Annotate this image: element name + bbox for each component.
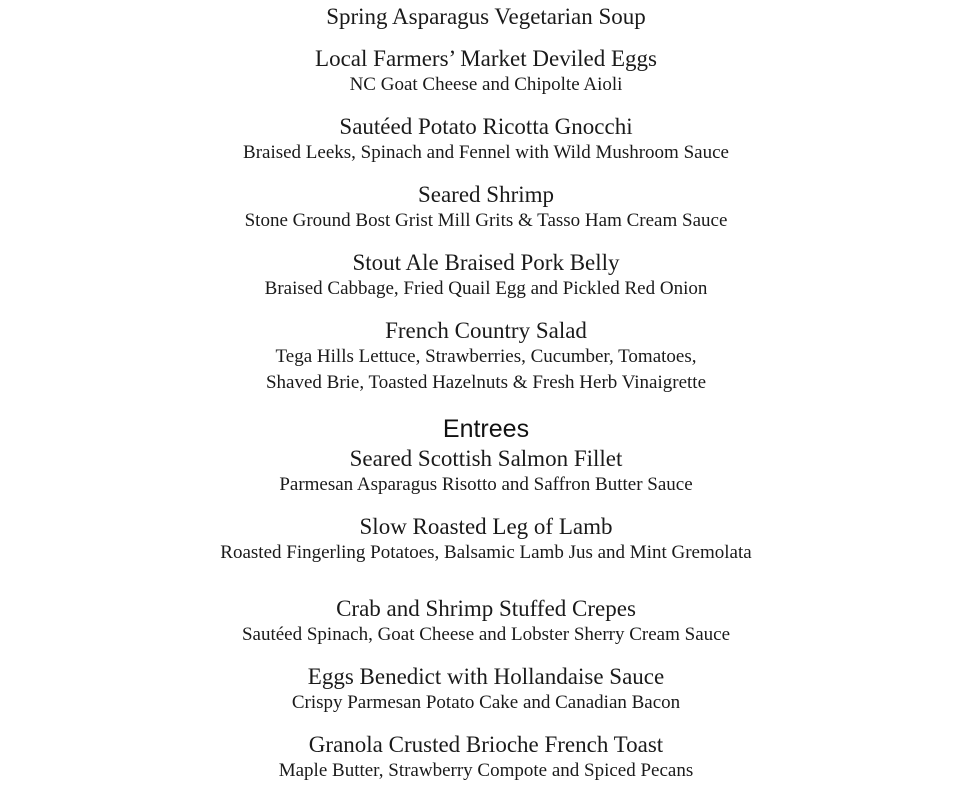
menu-item [0, 732, 972, 784]
menu-item [0, 46, 972, 98]
item-description: Stone Ground Bost Grist Mill Grits & Tasso Ham Cream Sauce [244, 210, 728, 231]
item-title: Sautéed Potato Ricotta Gnocchi [339, 114, 633, 139]
item-description: Shaved Brie, Toasted Hazelnuts & Fresh Herb Vinaigrette [265, 372, 707, 393]
item-description: Maple Butter, Strawberry Compote and Spiced Pecans [278, 760, 694, 781]
item-title: Stout Ale Braised Pork Belly [352, 250, 620, 275]
menu-item [0, 514, 972, 566]
item-title: Seared Scottish Salmon Fillet [349, 446, 623, 471]
menu-item [0, 250, 972, 302]
item-title: Eggs Benedict with Hollandaise Sauce [307, 664, 665, 689]
item-title: Crab and Shrimp Stuffed Crepes [336, 596, 636, 621]
item-title: French Country Salad [385, 318, 587, 343]
item-title: Slow Roasted Leg of Lamb [359, 514, 613, 539]
item-title: Granola Crusted Brioche French Toast [308, 732, 664, 757]
menu-item [0, 318, 972, 396]
item-description: NC Goat Cheese and Chipolte Aioli [349, 74, 623, 95]
entrees-heading: Entrees [442, 415, 530, 443]
menu-item [0, 182, 972, 234]
menu-item [0, 664, 972, 716]
item-description: Braised Cabbage, Fried Quail Egg and Pickled Red Onion [264, 278, 708, 299]
item-description: Parmesan Asparagus Risotto and Saffron Butter Sauce [279, 474, 693, 495]
item-title: Local Farmers’ Market Deviled Eggs [315, 46, 657, 71]
item-title: Spring Asparagus Vegetarian Soup [326, 4, 646, 29]
item-description: Tega Hills Lettuce, Strawberries, Cucumber, Tomatoes, [275, 346, 697, 367]
menu-item [0, 114, 972, 166]
item-description: Sautéed Spinach, Goat Cheese and Lobster Sherry Cream Sauce [241, 624, 731, 645]
menu-item [0, 0, 972, 30]
item-description: Roasted Fingerling Potatoes, Balsamic Lamb Jus and Mint Gremolata [220, 542, 752, 563]
item-description: Braised Leeks, Spinach and Fennel with Wild Mushroom Sauce [243, 142, 729, 163]
menu-item [0, 446, 972, 498]
item-title: Seared Shrimp [417, 182, 555, 207]
item-description: Crispy Parmesan Potato Cake and Canadian Bacon [291, 692, 681, 713]
menu-item [0, 596, 972, 648]
